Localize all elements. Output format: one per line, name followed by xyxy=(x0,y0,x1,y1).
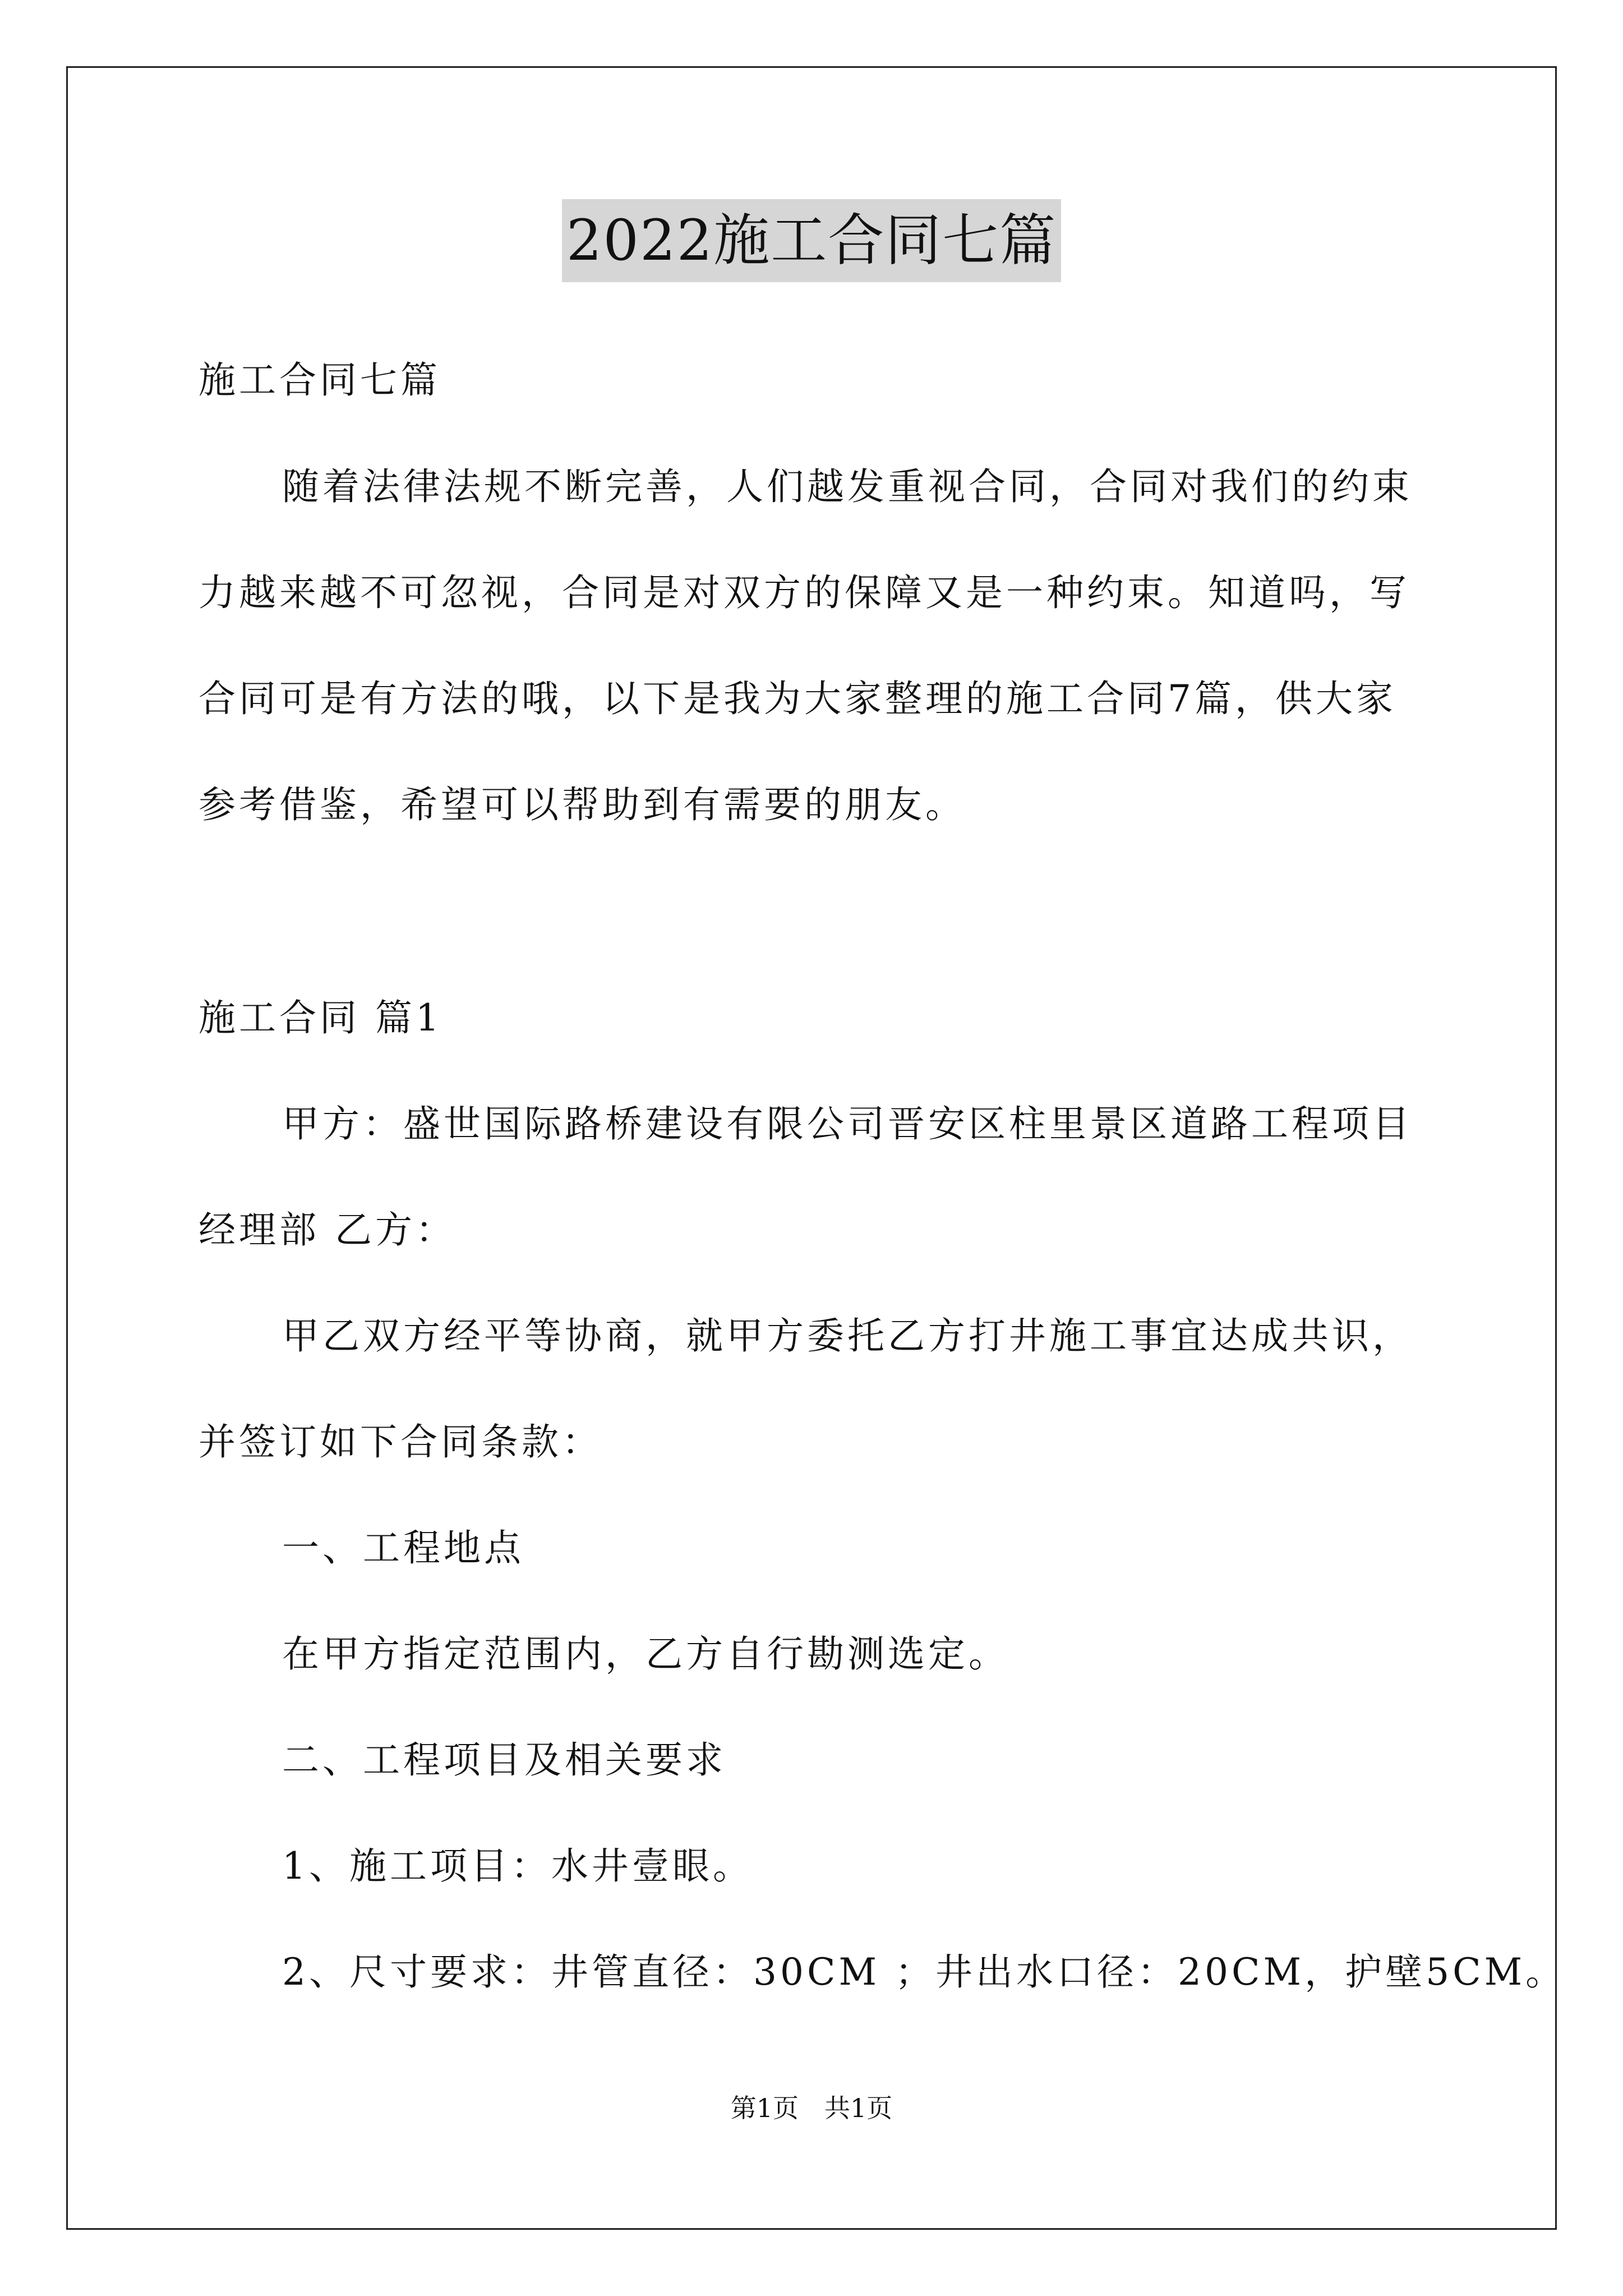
paragraph-line: 并签订如下合同条款： xyxy=(199,1420,602,1464)
paragraph-line: 2、尺寸要求：井管直径：30CM ；井出水口径：20CM，护壁5CM。 xyxy=(282,1950,1566,1994)
paragraph-line: 甲乙双方经平等协商，就甲方委托乙方打井施工事宜达成共识， xyxy=(282,1314,1413,1358)
paragraph-line: 1、施工项目：水井壹眼。 xyxy=(282,1844,753,1888)
section-heading-contract-1: 施工合同 篇1 xyxy=(199,996,442,1039)
paragraph-line: 在甲方指定范围内，乙方自行勘测选定。 xyxy=(282,1632,1009,1676)
paragraph-line: 合同可是有方法的哦，以下是我为大家整理的施工合同7篇，供大家 xyxy=(199,677,1396,720)
section-heading-overview: 施工合同七篇 xyxy=(199,358,441,402)
document-title: 2022施工合同七篇 xyxy=(562,199,1062,282)
paragraph-line: 力越来越不可忽视，合同是对双方的保障又是一种约束。知道吗，写 xyxy=(199,571,1410,614)
paragraph-line: 甲方：盛世国际路桥建设有限公司晋安区柱里景区道路工程项目 xyxy=(282,1102,1413,1145)
paragraph-line: 随着法律法规不断完善，人们越发重视合同，合同对我们的约束 xyxy=(282,465,1413,508)
page-footer: 第1页 共1页 xyxy=(730,2093,893,2123)
clause-heading: 一、工程地点 xyxy=(282,1526,524,1570)
paragraph-line: 参考借鉴，希望可以帮助到有需要的朋友。 xyxy=(199,783,966,826)
paragraph-line: 经理部 乙方： xyxy=(199,1208,456,1251)
clause-heading: 二、工程项目及相关要求 xyxy=(282,1738,726,1782)
title-container xyxy=(0,199,1623,282)
